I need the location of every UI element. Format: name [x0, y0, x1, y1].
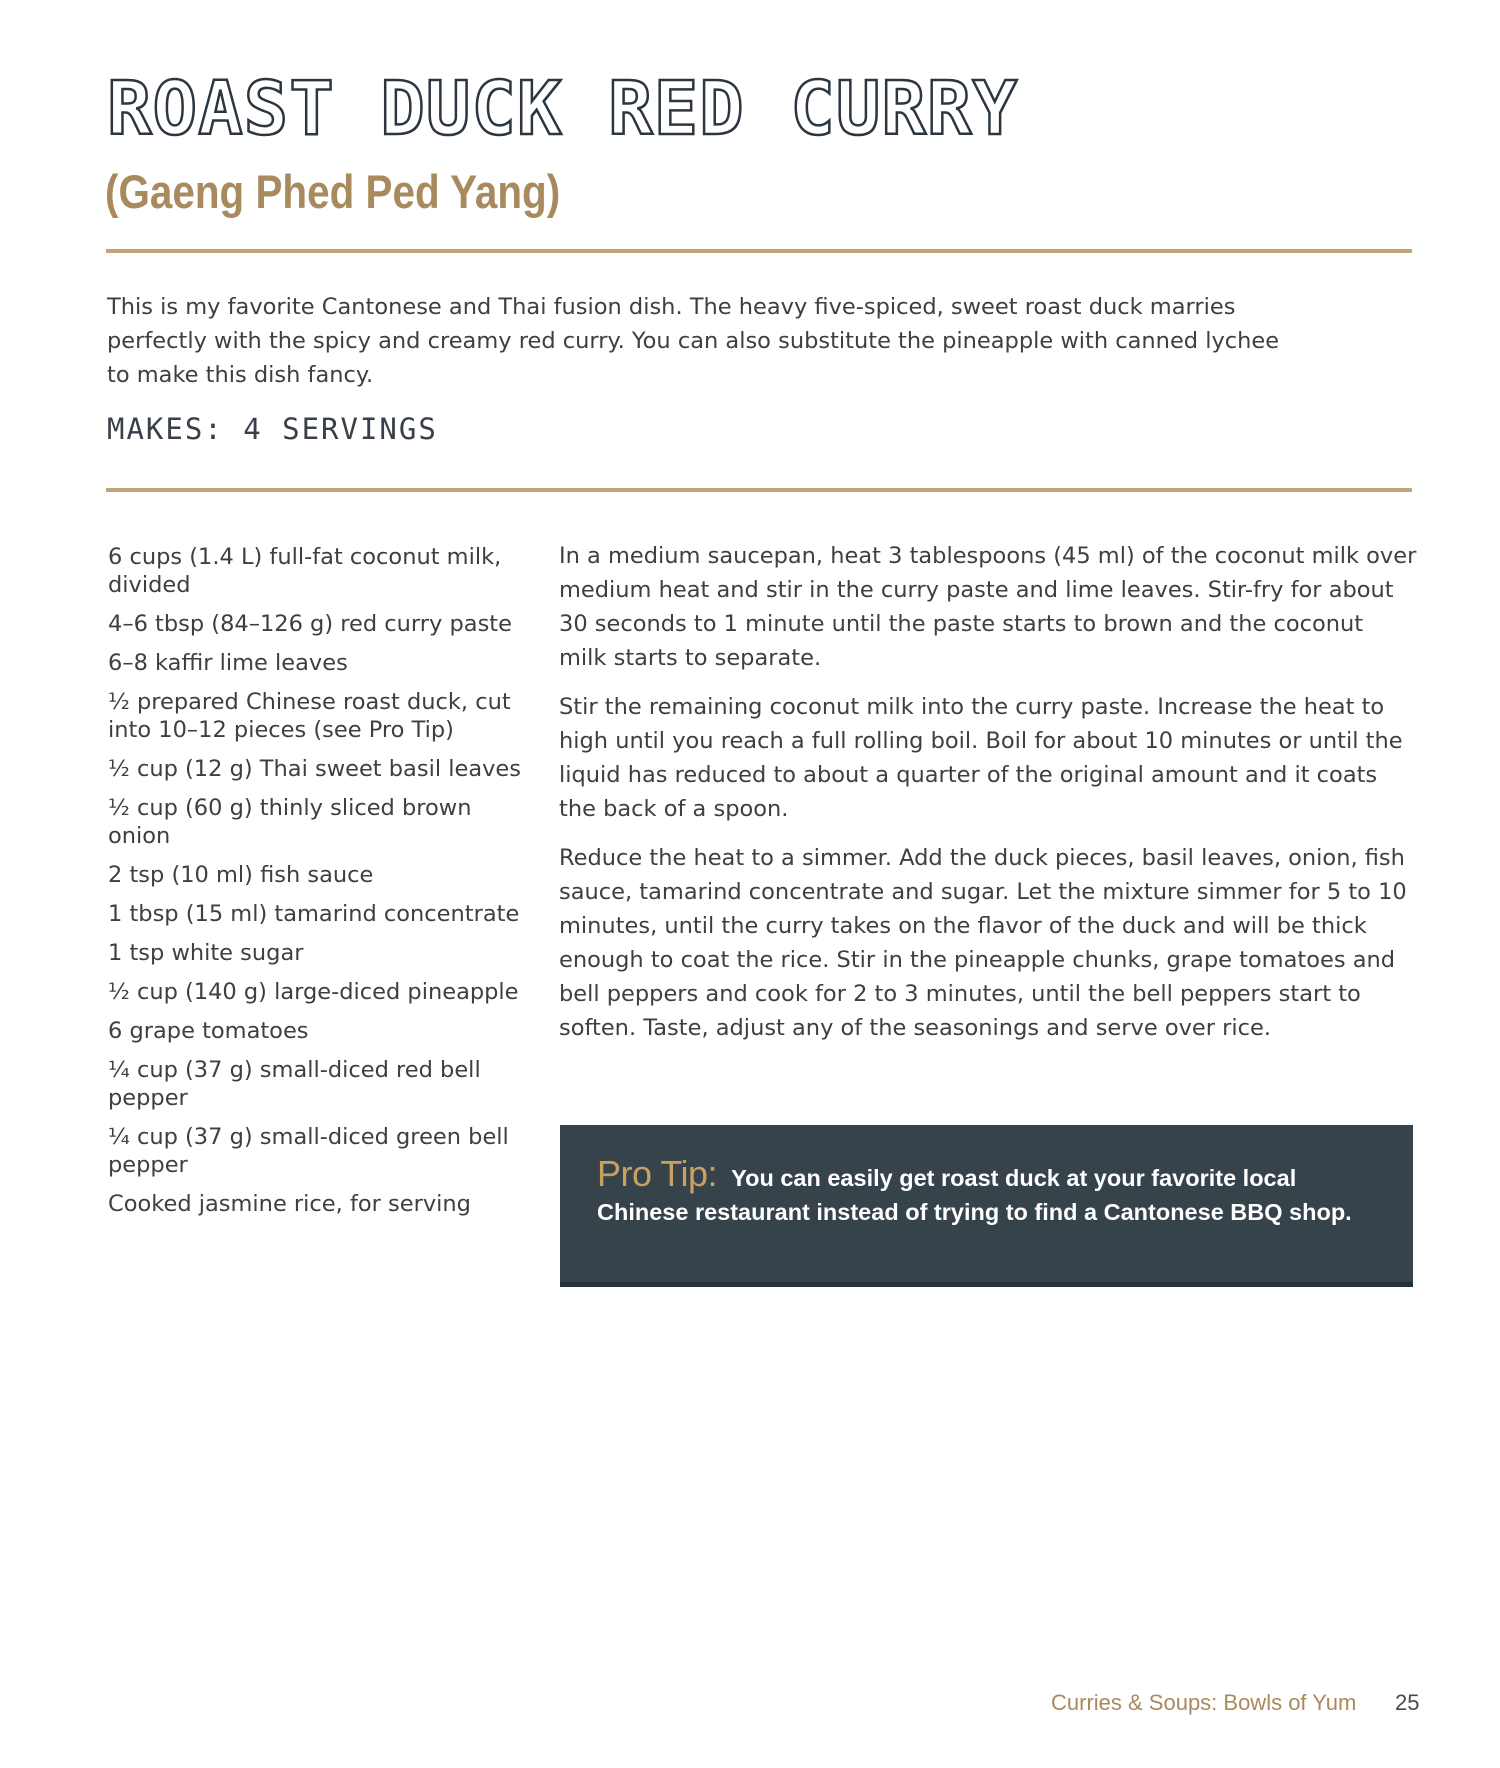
ingredient-item: 6 grape tomatoes	[108, 1018, 309, 1044]
ingredient-item: ½ cup (60 g) thinly sliced brown onion	[108, 795, 472, 849]
recipe-subtitle: (Gaeng Phed Ped Yang)	[105, 165, 561, 218]
ingredient-item: 2 tsp (10 ml) fish sauce	[108, 862, 374, 888]
ingredient-list	[108, 543, 528, 1229]
footer-section-title: Curries & Soups: Bowls of Yum	[1051, 1690, 1357, 1715]
pro-tip-box	[560, 1125, 1413, 1287]
divider-bottom	[106, 488, 1412, 492]
pro-tip-text: You can easily get roast duck at your favorite local Chinese restaurant instead of trying to find a Cantonese BBQ shop.	[597, 1165, 1352, 1225]
ingredient-item: 1 tbsp (15 ml) tamarind concentrate	[108, 901, 520, 927]
servings-label: MAKES: 4 SERVINGS	[107, 412, 438, 446]
method-step: In a medium saucepan, heat 3 tablespoons (45 ml) of the coconut milk over medium heat and stir in the curry paste and lime leaves. Stir-fry for about 30 seconds to 1 minute until the paste starts to brown and the coconut milk starts to separate.	[559, 543, 1417, 671]
ingredient-item: ¼ cup (37 g) small-diced red bell pepper	[108, 1057, 481, 1111]
page-number: 25	[1395, 1690, 1420, 1715]
ingredient-item: ½ cup (12 g) Thai sweet basil leaves	[108, 756, 521, 782]
ingredient-item: 1 tsp white sugar	[108, 940, 304, 966]
recipe-intro: This is my favorite Cantonese and Thai fusion dish. The heavy five-spiced, sweet roast duck marries perfectly with the spicy and creamy red curry. You can also substitute the pineapple with canned lychee to make this dish fancy.	[107, 294, 1280, 388]
method-step: Reduce the heat to a simmer. Add the duck pieces, basil leaves, onion, fish sauce, tamarind concentrate and sugar. Let the mixture simmer for 5 to 10 minutes, until the curry takes on the flavor of the duck and will be thick enough to coat the rice. Stir in the pineapple chunks, grape tomatoes and bell peppers and cook for 2 to 3 minutes, until the bell peppers start to soften. Taste, adjust any of the seasonings and serve over rice.	[559, 845, 1407, 1041]
ingredient-item: 4–6 tbsp (84–126 g) red curry paste	[108, 611, 512, 637]
method-step: Stir the remaining coconut milk into the curry paste. Increase the heat to high until you reach a full rolling boil. Boil for about 10 minutes or until the liquid has reduced to about a quarter of the original amount and it coats the back of a spoon.	[559, 694, 1403, 822]
pro-tip-label: Pro Tip:	[597, 1153, 718, 1194]
ingredient-item: 6–8 kaffir lime leaves	[108, 650, 348, 676]
ingredient-item: ¼ cup (37 g) small-diced green bell pepper	[108, 1124, 509, 1178]
ingredient-item: 6 cups (1.4 L) full-fat coconut milk, divided	[108, 544, 502, 598]
ingredient-item: ½ cup (140 g) large-diced pineapple	[108, 979, 519, 1005]
method-steps	[559, 539, 1417, 1060]
pro-tip-content	[597, 1153, 1377, 1229]
ingredient-item: Cooked jasmine rice, for serving	[108, 1191, 471, 1217]
ingredient-item: ½ prepared Chinese roast duck, cut into 10–12 pieces (see Pro Tip)	[108, 689, 511, 743]
divider-top	[106, 249, 1412, 253]
recipe-title: ROAST DUCK RED CURRY	[107, 66, 1019, 152]
